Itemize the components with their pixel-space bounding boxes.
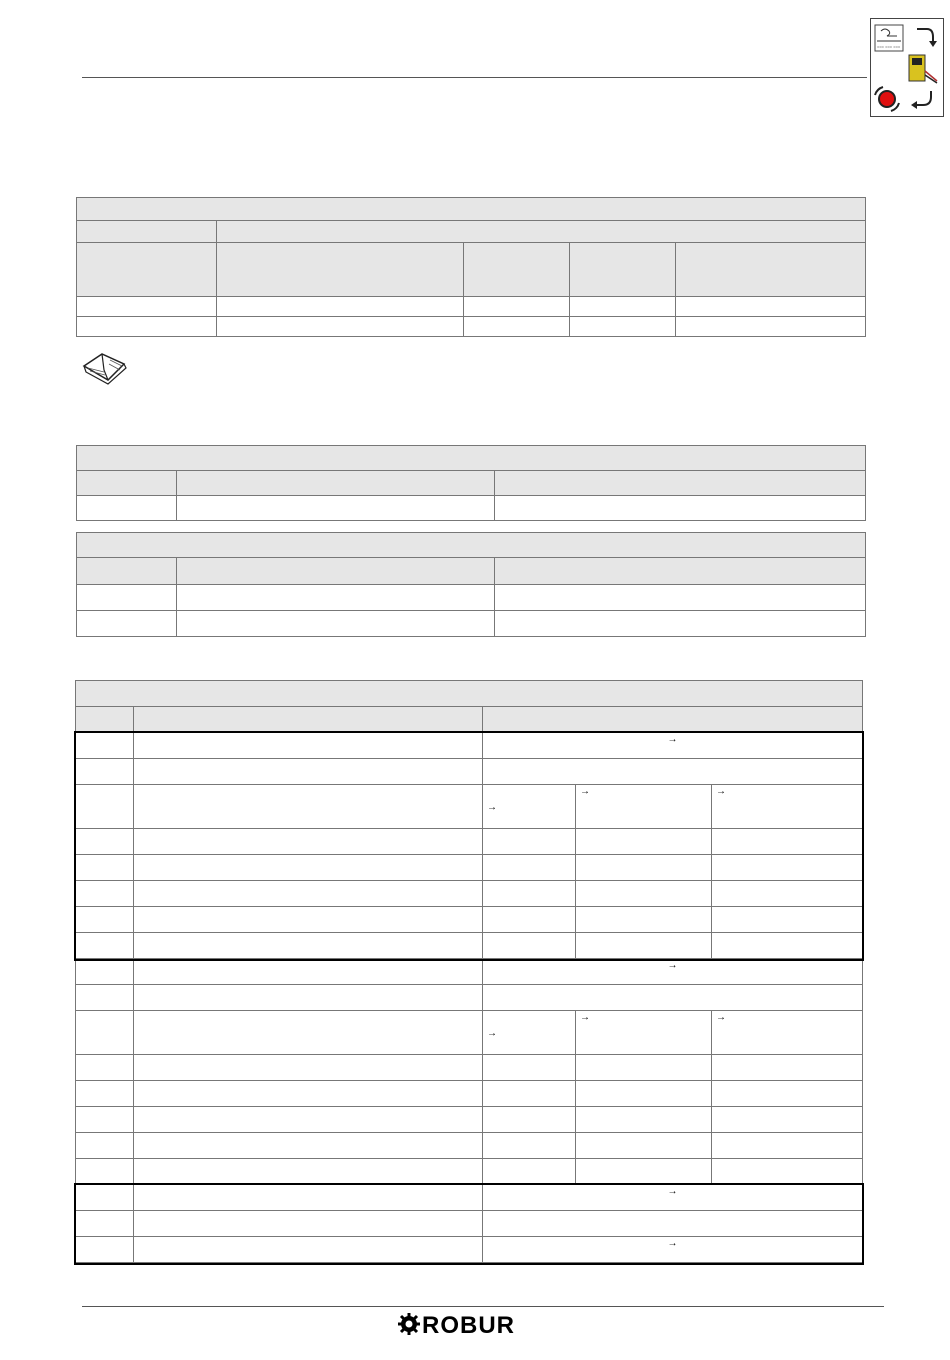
table-row xyxy=(77,585,866,611)
arrow-icon: → xyxy=(667,1186,678,1197)
table-row xyxy=(76,1133,863,1159)
section-pictogram xyxy=(870,18,944,117)
table-3 xyxy=(76,532,866,637)
table-row xyxy=(76,1055,863,1081)
table-1-subheader xyxy=(217,221,866,243)
table-2-title xyxy=(77,446,866,471)
footer-rule xyxy=(82,1306,884,1307)
table-1-col-header xyxy=(570,243,676,297)
rotate-right-arrow-icon xyxy=(917,29,937,47)
table-1-col-header xyxy=(77,243,217,297)
arrow-icon: → xyxy=(667,960,678,971)
table-row xyxy=(76,985,863,1011)
arrow-icon: → xyxy=(487,801,497,813)
arrow-icon: → xyxy=(580,1012,590,1023)
hand-hot-icon xyxy=(875,25,903,51)
gear-icon xyxy=(398,1313,420,1335)
table-row xyxy=(77,496,866,521)
arrow-icon: → xyxy=(716,786,726,797)
table-2 xyxy=(76,445,866,521)
table-1-col-header xyxy=(676,243,866,297)
svg-text:=== === ===: === === === xyxy=(877,44,901,49)
arrow-icon: → xyxy=(487,1027,497,1039)
logo-text: ROBUR xyxy=(422,1312,515,1336)
table-row xyxy=(77,317,866,337)
table-1-col-header xyxy=(464,243,570,297)
robur-logo xyxy=(398,1312,548,1336)
row-group-outline xyxy=(74,731,864,961)
red-button-icon xyxy=(875,87,899,111)
table-3-title xyxy=(77,533,866,558)
table-row xyxy=(76,1159,863,1185)
open-book-icon xyxy=(80,346,130,386)
table-row xyxy=(77,611,866,637)
arrow-icon: → xyxy=(716,1012,726,1023)
arrow-icon: → xyxy=(667,734,678,745)
table-1-col-header xyxy=(217,243,464,297)
arrow-icon: → xyxy=(667,1238,678,1249)
table-row xyxy=(76,1081,863,1107)
table-row xyxy=(76,959,863,985)
table-row xyxy=(77,297,866,317)
table-1-title xyxy=(77,198,866,221)
table-1 xyxy=(76,197,866,337)
rotate-left-arrow-icon xyxy=(911,91,931,109)
row-group-outline xyxy=(74,1183,864,1265)
table-1-subheader xyxy=(77,221,217,243)
arrow-icon: → xyxy=(580,786,590,797)
multimeter-icon xyxy=(909,55,937,83)
table-4-title xyxy=(76,681,863,707)
header-rule xyxy=(82,77,867,78)
table-row xyxy=(76,1107,863,1133)
table-row xyxy=(76,1011,863,1055)
